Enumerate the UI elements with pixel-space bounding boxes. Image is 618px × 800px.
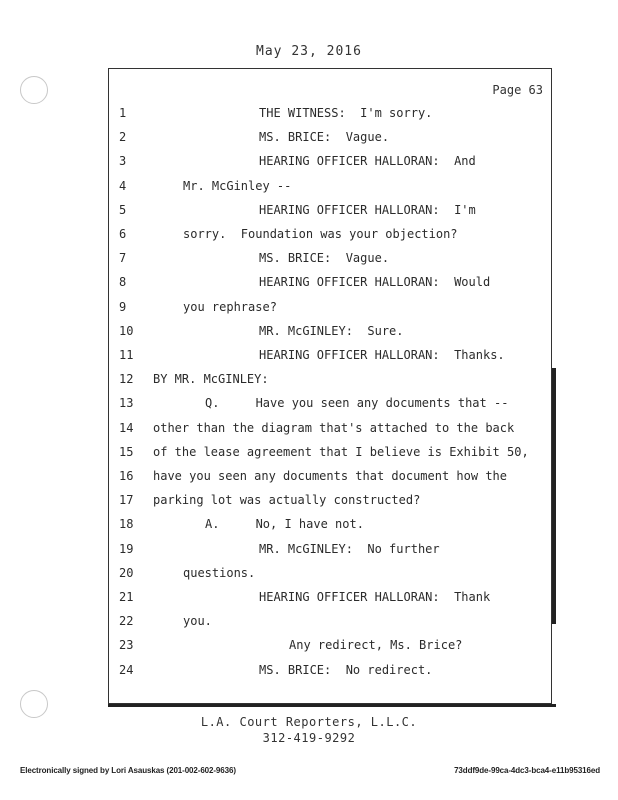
transcript-line [109, 537, 549, 561]
transcript-line [109, 174, 549, 198]
line-text: have you seen any documents that document how the [153, 469, 508, 483]
transcript-line [109, 633, 549, 657]
line-number: 5 [119, 202, 127, 217]
line-number: 20 [119, 565, 134, 580]
line-number: 1 [119, 106, 127, 120]
transcript-line [109, 488, 549, 512]
line-number: 18 [119, 517, 134, 532]
line-text: HEARING OFFICER HALLORAN: And [259, 154, 476, 169]
line-text: of the lease agreement that I believe is Exhibit 50, [153, 444, 529, 459]
line-number: 6 [119, 227, 127, 241]
page-shadow-right [552, 368, 556, 624]
transcript-line [109, 222, 549, 246]
line-text: MS. BRICE: No redirect. [259, 662, 433, 677]
line-text: MR. McGINLEY: No further [259, 541, 440, 556]
signature-left: Electronically signed by Lori Asauskas (201-002-602-9636) [20, 766, 236, 775]
transcript-line [109, 149, 549, 173]
line-text: you. [183, 614, 212, 629]
line-text: BY MR. McGINLEY: [153, 372, 269, 387]
line-text: HEARING OFFICER HALLORAN: Would [259, 275, 491, 290]
line-number: 14 [119, 420, 134, 435]
transcript-line [109, 391, 549, 415]
transcript-line [109, 561, 549, 585]
transcript-line [109, 658, 549, 682]
line-number: 12 [119, 372, 134, 387]
hole-punch-bottom [20, 690, 48, 718]
line-text: you rephrase? [183, 299, 277, 314]
line-text: HEARING OFFICER HALLORAN: Thanks. [259, 348, 505, 362]
transcript-line [109, 246, 549, 270]
transcript-line [109, 101, 549, 125]
line-number: 10 [119, 323, 134, 338]
line-text: other than the diagram that's attached to the back [153, 420, 515, 435]
transcript-line [109, 464, 549, 488]
line-number: 16 [119, 469, 134, 483]
line-number: 24 [119, 662, 134, 677]
line-text: MS. BRICE: Vague. [259, 130, 390, 145]
line-number: 11 [119, 348, 134, 362]
line-number: 17 [119, 493, 134, 508]
page-shadow-bottom [108, 704, 556, 707]
line-text: THE WITNESS: I'm sorry. [259, 106, 433, 120]
transcript-line [109, 319, 549, 343]
line-number: 8 [119, 275, 127, 290]
footer-company: L.A. Court Reporters, L.L.C. [200, 715, 418, 729]
transcript-line [109, 609, 549, 633]
transcript-line [109, 585, 549, 609]
line-text: A. No, I have not. [205, 517, 364, 532]
transcript-line [109, 125, 549, 149]
line-text: Mr. McGinley -- [183, 178, 292, 193]
line-text: HEARING OFFICER HALLORAN: I'm [259, 202, 476, 217]
hole-punch-top [20, 76, 48, 104]
transcript-line [109, 512, 549, 536]
transcript-line [109, 270, 549, 294]
date-header: May 23, 2016 [256, 44, 362, 59]
line-text: parking lot was actually constructed? [153, 493, 421, 508]
line-number: 3 [119, 154, 127, 169]
transcript-line [109, 295, 549, 319]
transcript-line [109, 416, 549, 440]
signature-hash: 73ddf9de-99ca-4dc3-bca4-e11b95316ed [454, 766, 600, 775]
line-number: 2 [119, 130, 127, 145]
line-text: MS. BRICE: Vague. [259, 251, 390, 266]
transcript-line [109, 198, 549, 222]
line-text: MR. McGINLEY: Sure. [259, 323, 404, 338]
line-number: 21 [119, 590, 134, 604]
line-number: 4 [119, 178, 127, 193]
line-text: Any redirect, Ms. Brice? [289, 638, 463, 653]
line-text: questions. [183, 565, 256, 580]
line-number: 13 [119, 396, 134, 411]
transcript-page [108, 68, 552, 704]
line-number: 19 [119, 541, 134, 556]
transcript-line [109, 343, 549, 367]
line-text: HEARING OFFICER HALLORAN: Thank [259, 590, 491, 604]
transcript-line [109, 440, 549, 464]
line-number: 23 [119, 638, 134, 653]
transcript-line [109, 367, 549, 391]
line-number: 15 [119, 444, 134, 459]
line-number: 22 [119, 614, 134, 629]
footer-phone: 312-419-9292 [262, 731, 356, 745]
page-number: Page 63 [492, 83, 543, 97]
line-number: 9 [119, 299, 127, 314]
line-text: Q. Have you seen any documents that -- [205, 396, 509, 411]
line-text: sorry. Foundation was your objection? [183, 227, 458, 241]
line-number: 7 [119, 251, 127, 266]
